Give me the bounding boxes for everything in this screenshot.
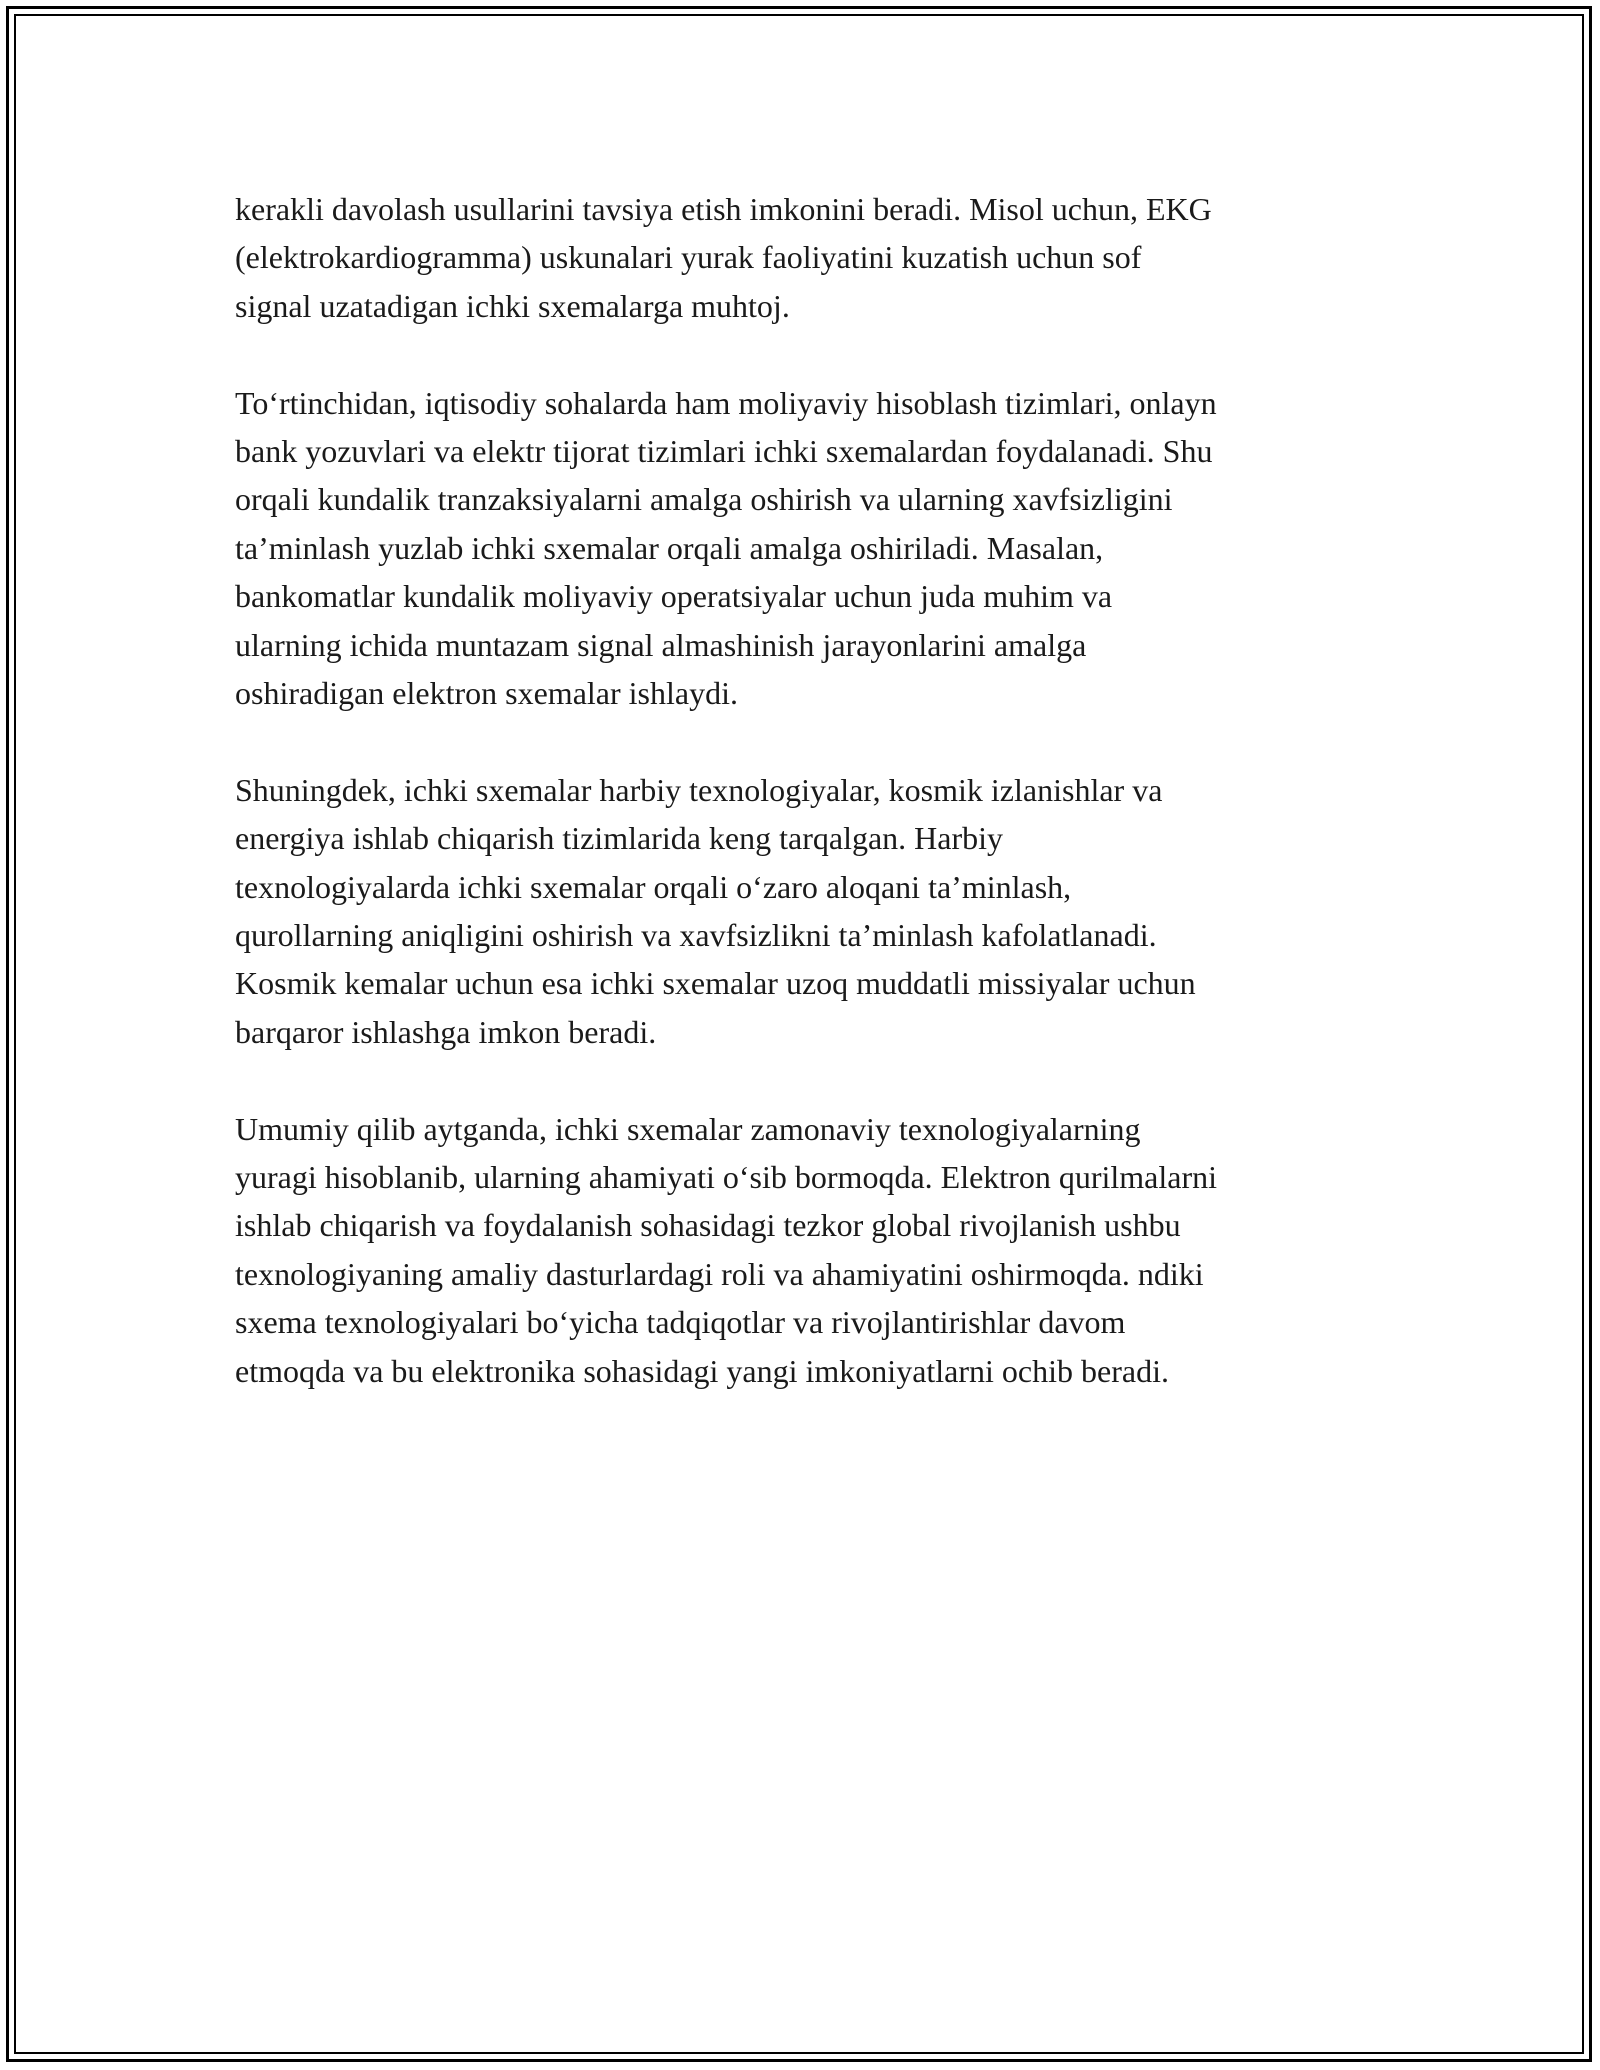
paragraph-medical-equipment: kerakli davolash usullarini tavsiya etish imkonini beradi. Misol uchun, EKG (elektrokardiogramma) uskunalari yurak faoliyatini kuzatish uchun sof signal uzatadigan ichki sxemalarga muhtoj. bbox=[235, 191, 1212, 324]
paragraph-conclusion: Umumiy qilib aytganda, ichki sxemalar zamonaviy texnologiyalarning yuragi hisoblanib, ularning ahamiyati o‘sib bormoqda. Elektron qurilmalarni ishlab chiqarish va foydalanish sohasidagi tezkor global rivojlanish ushbu texnologiyaning amaliy dasturlardagi roli va ahamiyatini oshirmoqda. ndiki sxema texnologiyalari bo‘yicha tadqiqotlar va rivojlantirishlar davom etmoqda va bu elektronika sohasidagi yangi imkoniyatlarni ochib beradi. bbox=[235, 1110, 1217, 1389]
paragraph-economic-sectors: To‘rtinchidan, iqtisodiy sohalarda ham moliyaviy hisoblash tizimlari, onlayn bank yozuvlari va elektr tijorat tizimlari ichki sxemalardan foydalanadi. Shu orqali kundalik tranzaksiyalarni amalga oshirish va ularning xavfsizligini ta’minlash yuzlab ichki sxemalar orqali amalga oshiriladi. Masalan, bankomatlar kundalik moliyaviy operatsiyalar uchun juda muhim va ularning ichida muntazam signal almashinish jarayonlarini amalga oshiradigan elektron sxemalar ishlaydi. bbox=[235, 384, 1217, 712]
body-text bbox=[235, 185, 1365, 1444]
paragraph-military-space-energy: Shuningdek, ichki sxemalar harbiy texnologiyalar, kosmik izlanishlar va energiya ishlab chiqarish tizimlarida keng tarqalgan. Harbiy texnologiyalarda ichki sxemalar orqali o‘zaro aloqani ta’minlash, qurollarning aniqligini oshirish va xavfsizlikni ta’minlash kafolatlanadi. Kosmik kemalar uchun esa ichki sxemalar uzoq muddatli missiyalar uchun barqaror ishlashga imkon beradi. bbox=[235, 771, 1196, 1050]
